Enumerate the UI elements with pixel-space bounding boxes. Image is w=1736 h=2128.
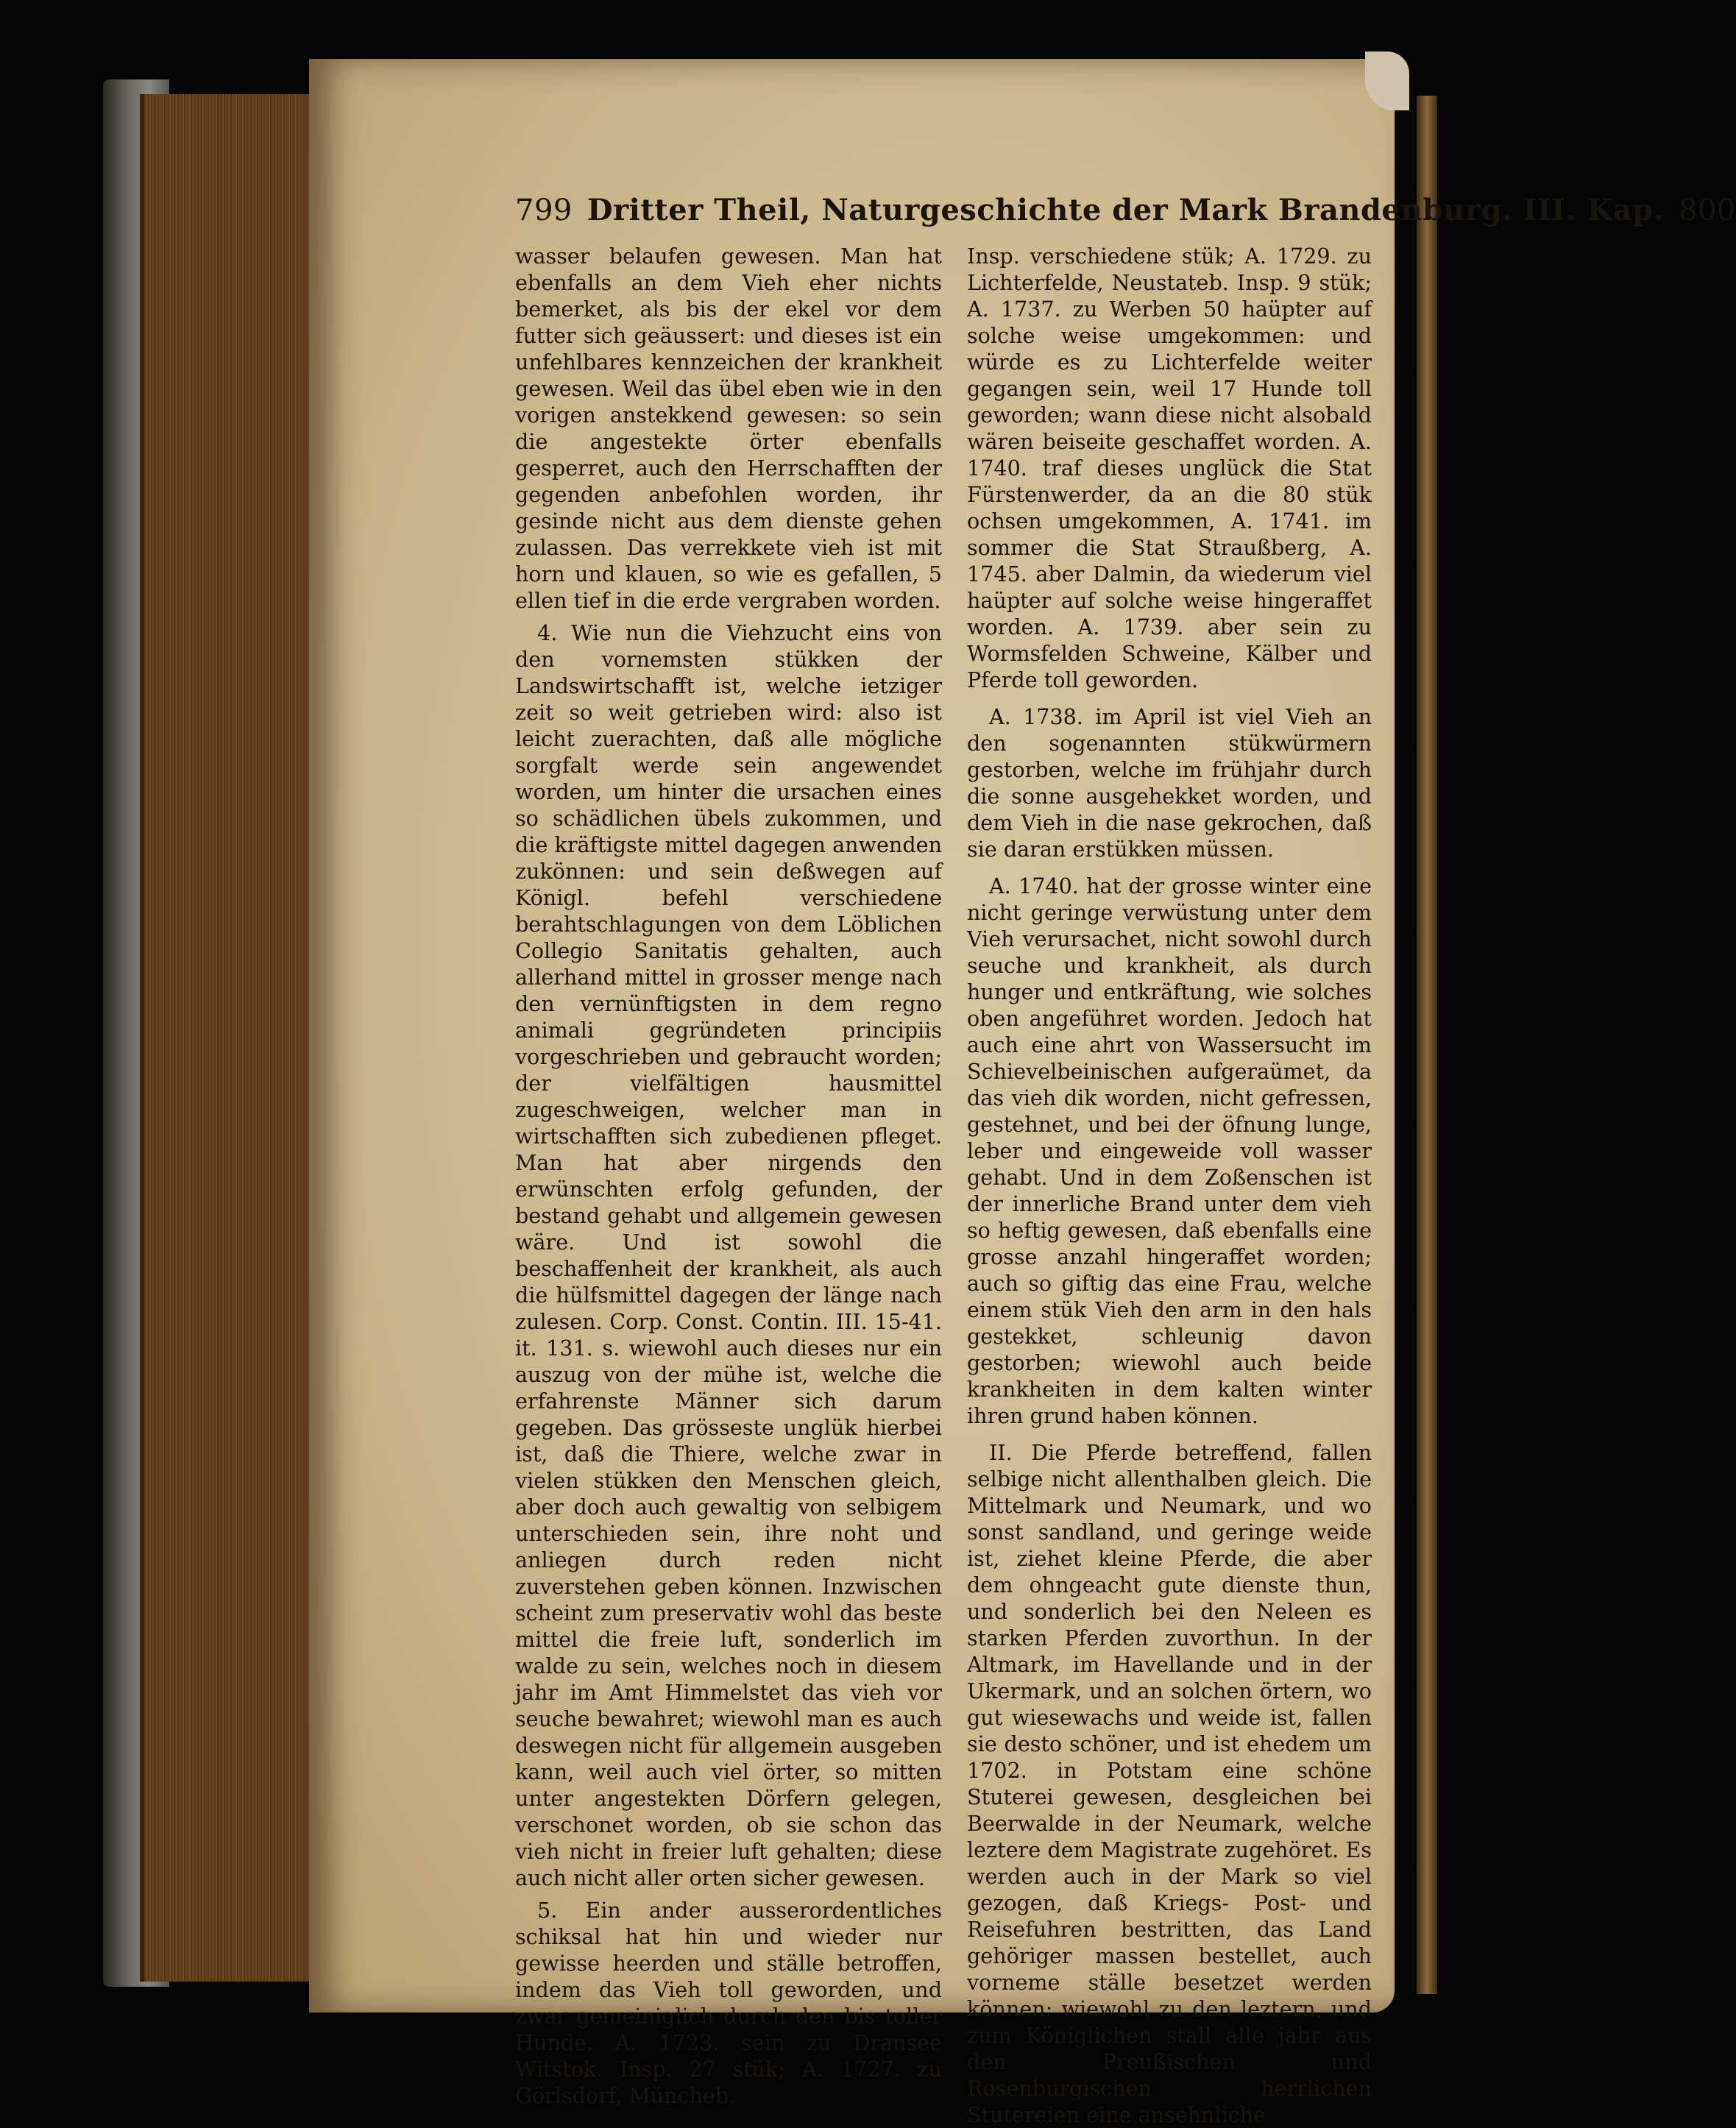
paragraph: A. 1738. im April ist viel Vieh an den sogenannten stükwürmern gestorben, welche im frühjahr durch die sonne ausgehekket worden, und dem Vieh in die nase gekrochen, daß sie daran erstükken müssen. bbox=[967, 704, 1372, 862]
running-title: Dritter Theil, Naturgeschichte der Mark Brandenburg. III. Kap. bbox=[587, 193, 1664, 227]
page-edges bbox=[140, 94, 321, 1982]
right-text-column bbox=[967, 243, 1372, 2128]
paragraph: Insp. verschiedene stük; A. 1729. zu Lichterfelde, Neustateb. Insp. 9 stük; A. 1737. zu Werben 50 haüpter auf solche weise umgekommen: und würde es zu Lichterfelde weiter gegangen sein, weil 17 Hunde toll geworden; wann diese nicht alsobald wären beiseite geschaffet worden. A. 1740. traf dieses unglück die Stat Fürstenwerder, da an die 80 stük ochsen umgekommen, A. 1741. im sommer die Stat Straußberg, A. 1745. aber Dalmin, da wiederum viel haüpter auf solche weise hingeraffet worden. A. 1739. aber sein zu Wormsfelden Schweine, Kälber und Pferde toll geworden. bbox=[967, 244, 1372, 692]
paragraph: wasser belaufen gewesen. Man hat ebenfalls an dem Vieh eher nichts bemerket, als bis der ekel vor dem futter sich geäussert: und dieses ist ein unfehlbares kennzeichen der krankheit gewesen. Weil das übel eben wie in den vorigen anstekkend gewesen: so sein die angestekte örter ebenfalls gesperret, auch den Herrschafften der gegenden anbefohlen worden, ihr gesinde nicht aus dem dienste gehen zulassen. Das verrekkete vieh ist mit horn und klauen, so wie es gefallen, 5 ellen tief in die erde vergraben worden. bbox=[515, 244, 942, 613]
left-text-column bbox=[515, 243, 942, 2109]
paragraph: A. 1740. hat der grosse winter eine nicht geringe verwüstung unter dem Vieh verursachet, nicht sowohl durch seuche und krankheit, als durch hunger und entkräftung, wie solches oben angeführet worden. Jedoch hat auch eine ahrt von Wassersucht im Schievelbeinischen aufgeraümet, da das vieh dik worden, nicht gefressen, gestehnet, und bei der öfnung lunge, leber und eingeweide voll wasser gehabt. Und in dem Zoßenschen ist der innerliche Brand unter dem vieh so heftig gewesen, daß ebenfalls eine grosse anzahl hingeraffet worden; auch so giftig das eine Frau, welche einem stük Vieh den arm in den hals gestekket, schleunig davon gestorben; wiewohl auch beide krankheiten in dem kalten winter ihren grund haben können. bbox=[967, 873, 1372, 1428]
facing-page-edge bbox=[1417, 96, 1437, 1994]
page-number-left: 799 bbox=[515, 194, 573, 227]
paragraph: 4. Wie nun die Viehzucht eins von den vornemsten stükken der Landswirtschafft ist, welche ietziger zeit so weit getrieben wird: also ist leicht zuerachten, daß alle mögliche sorgfalt werde sein angewendet worden, um hinter die ursachen eines so schädlichen übels zukommen, und die kräftigste mittel dagegen anwenden zukönnen: und sein deßwegen auf Königl. befehl verschiedene berahtschlagungen von dem Löblichen Collegio Sanitatis gehalten, auch allerhand mittel in grosser menge nach den vernünftigsten in dem regno animali gegründeten principiis vorgeschrieben und gebraucht worden; der vielfältigen hausmittel zugeschweigen, welcher man in wirtschafften sich zubedienen pfleget. Man hat aber nirgends den erwünschten erfolg gefunden, der bestand gehabt und allgemein gewesen wäre. Und ist sowohl die beschaffenheit der krankheit, als auch die hülfsmittel dagegen der länge nach zulesen. Corp. Const. Contin. III. 15-41. it. 131. s. wiewohl auch dieses nur ein auszug von der mühe ist, welche die erfahrenste Männer sich darum gegeben. Das grösseste unglük hierbei ist, daß die Thiere, welche zwar in vielen stükken den Menschen gleich, aber doch auch gewaltig von selbigem unterschieden sein, ihre noht und anliegen durch reden nicht zuverstehen geben können. Inzwischen scheint zum preservativ wohl das beste mittel die freie luft, sonderlich im walde zu sein, welches noch in diesem jahr im Amt Himmelstet das vieh vor seuche bewahret; wiewohl man es auch deswegen nicht für allgemein ausgeben kann, weil auch viel örter, so mitten unter angestekten Dörfern gelegen, verschonet worden, ob sie schon das vieh nicht in freier luft gehalten; diese auch nicht aller orten sicher gewesen. bbox=[515, 620, 942, 1890]
paragraph: II. Die Pferde betreffend, fallen selbige nicht allenthalben gleich. Die Mittelmark und Neumark, und wo sonst sandland, und geringe weide ist, ziehet kleine Pferde, die aber dem ohngeacht gute dienste thun, und sonderlich bei den Neleen es starken Pferden zuvorthun. In der Altmark, im Havellande und in der Ukermark, und an solchen örtern, wo gut wiesewachs und weide ist, fallen sie desto schöner, und ist ehedem um 1702. in Potstam eine schöne Stuterei gewesen, desgleichen bei Beerwalde in der Neumark, welche leztere dem Magistrate zugehöret. Es werden auch in der Mark so viel gezogen, daß Kriegs- Post- und Reisefuhren bestritten, das Land gehöriger massen bestellet, auch vorneme ställe besetzet werden können: wiewohl zu den leztern, und zum Königlichen stall alle jahr aus den Preußischen und Rosenburgischen herrlichen Stutereien eine ansehnliche bbox=[967, 1440, 1372, 2127]
running-header bbox=[515, 193, 1736, 234]
paragraph: 5. Ein ander ausserordentliches schiksal hat hin und wieder nur gewisse heerden und ställe betroffen, indem das Vieh toll geworden, und zwar gemeiniglich durch den bis toller Hunde. A. 1723. sein zu Dransee Witstok. Insp. 27 stük; A. 1727. zu Görlsdorf, Müncheb. bbox=[515, 1898, 942, 2108]
page-number-right: 800 bbox=[1678, 194, 1736, 227]
